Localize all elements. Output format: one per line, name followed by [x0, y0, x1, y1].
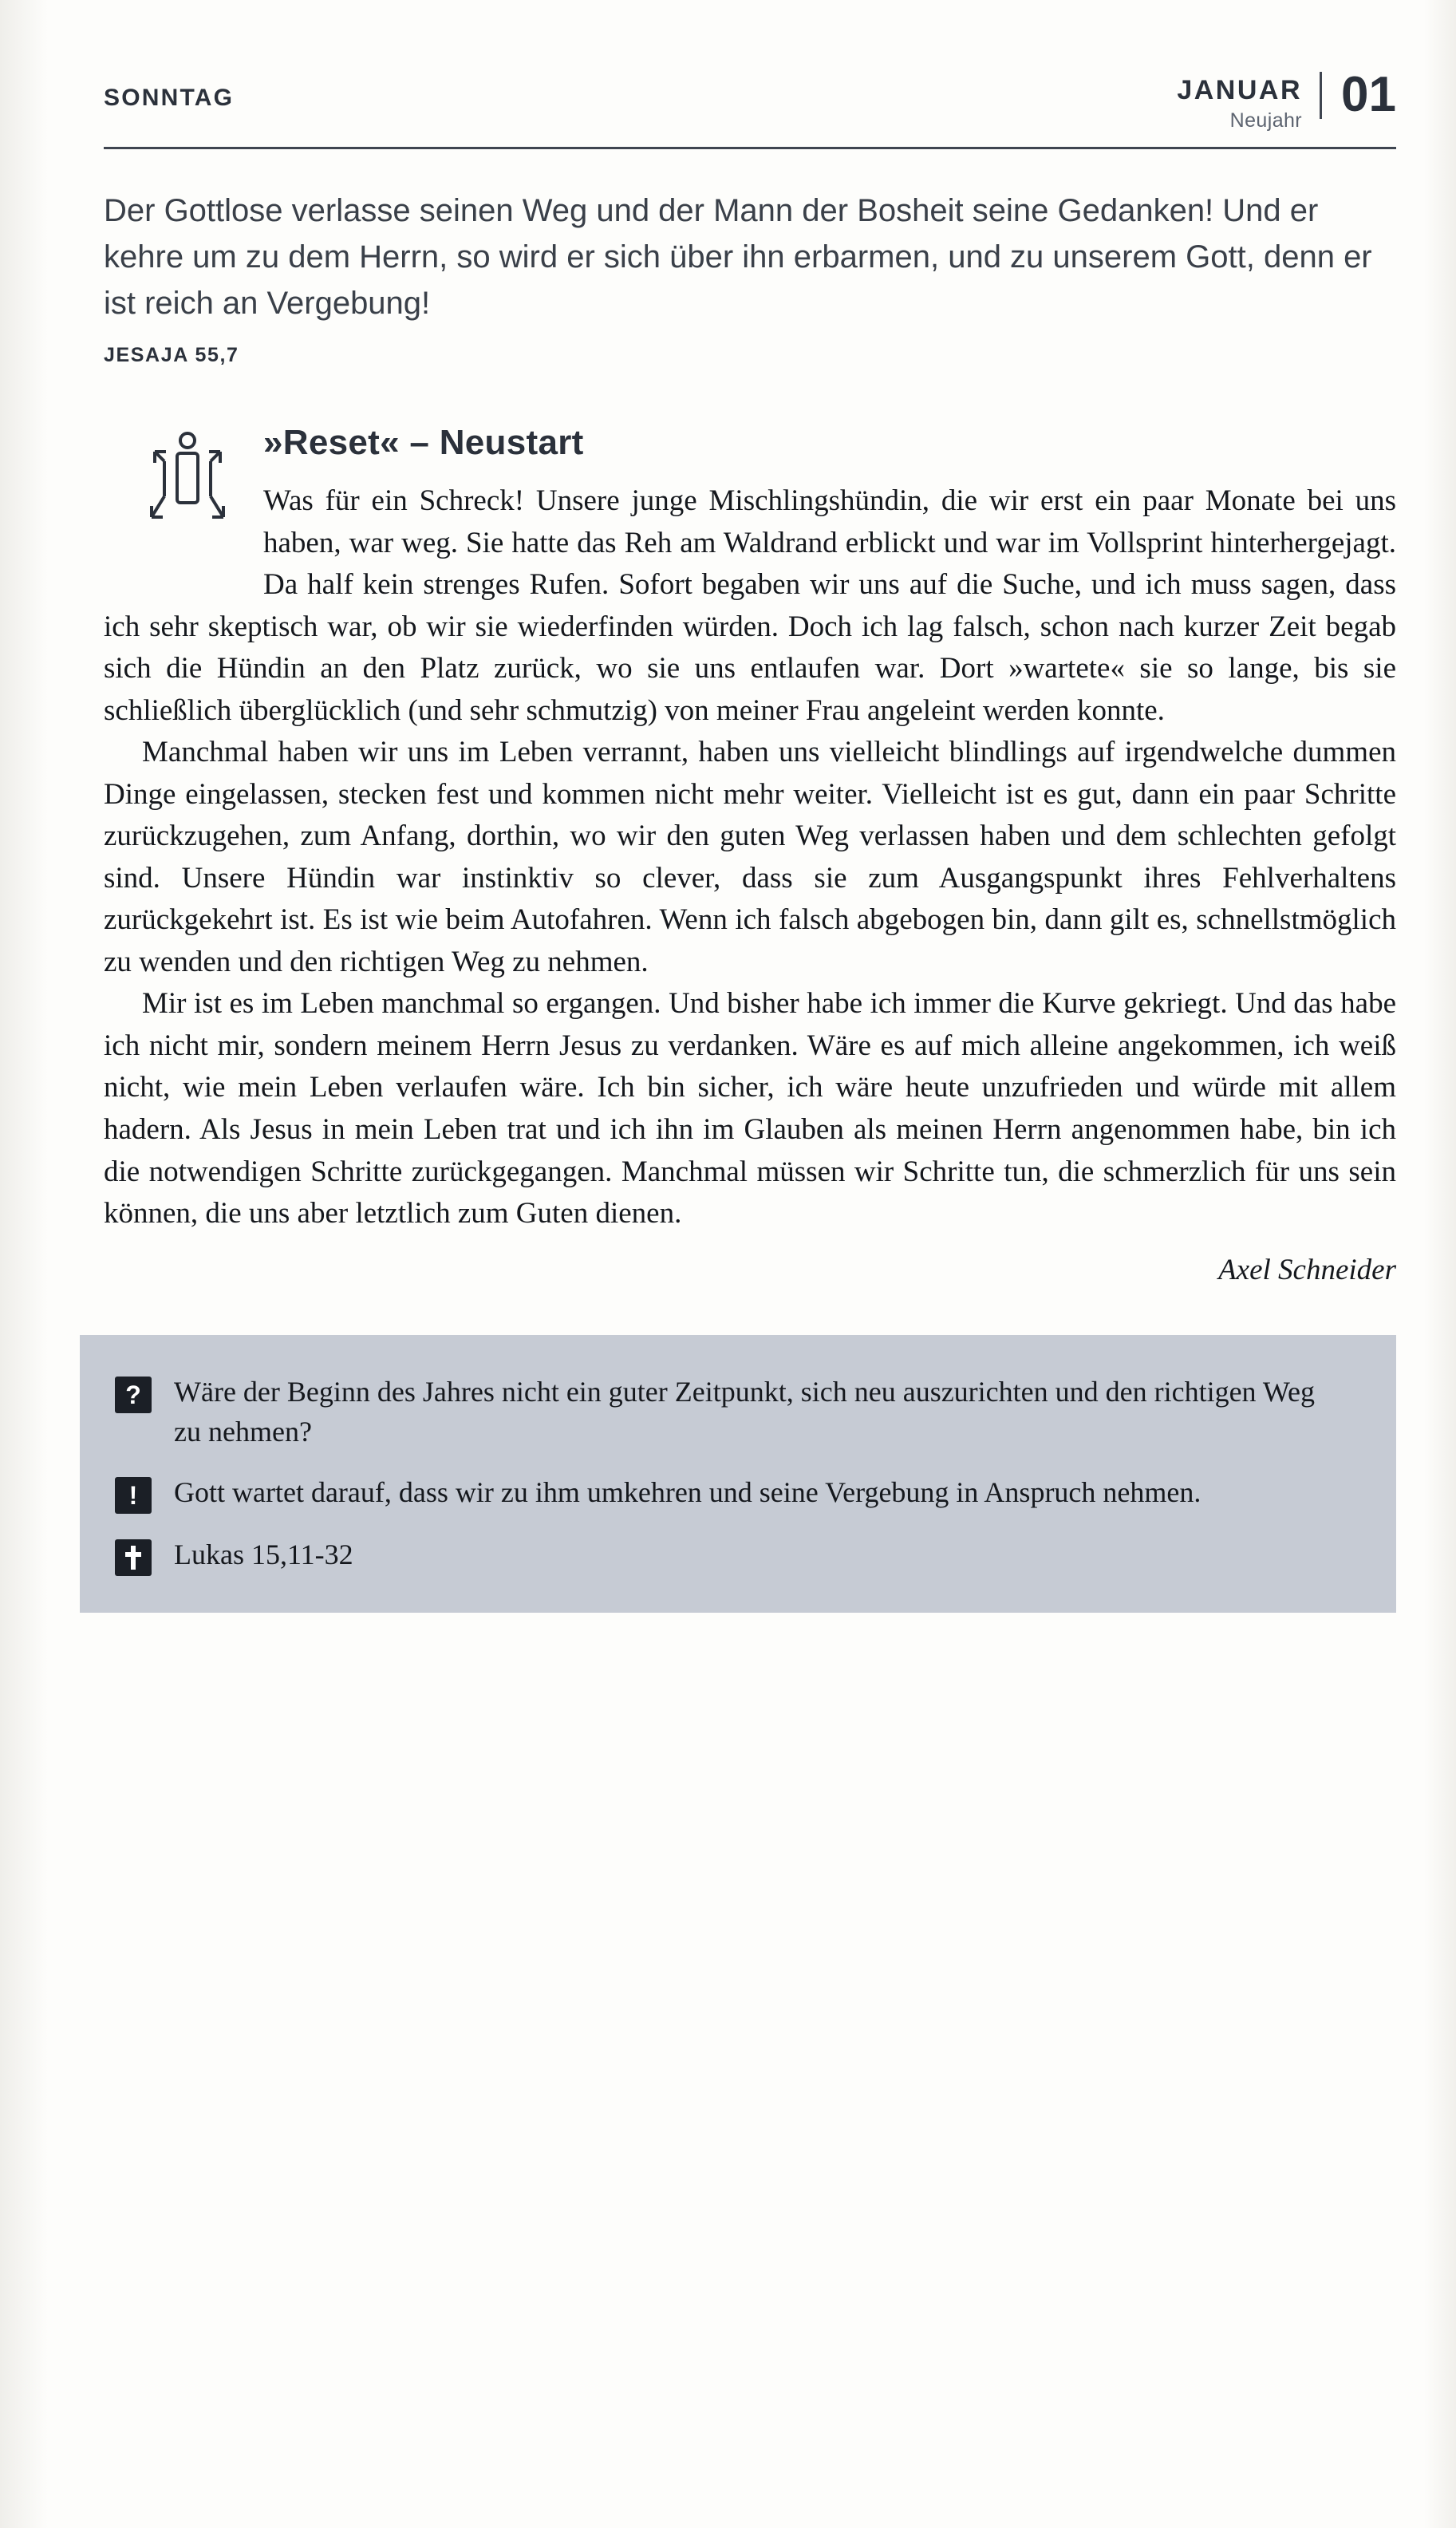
- page-content: [104, 67, 1396, 1613]
- month-label: JANUAR: [1177, 75, 1303, 105]
- month-block: [1177, 72, 1320, 132]
- article-paragraph: Mir ist es im Leben manchmal so ergangen. Und bisher habe ich immer die Kurve gekriegt. Und das habe ich nicht mir, sondern meinem Herrn Jesus zu verdanken. Wäre es auf mich alleine angekommen, ich weiß nicht, wie mein Leben verlaufen wäre. Ich bin sicher, ich wäre heute unzufrieden und würde mit allem hadern. Als Jesus in mein Leben trat und ich ihn im Glauben als meinen Herrn angenommen habe, bin ich die notwendigen Schritte zurückgegangen. Manchmal müssen wir Schritte tun, die schmerzlich für uns sein können, die uns aber letztlich zum Guten dienen.: [104, 987, 1396, 1230]
- bible-verse-text: Der Gottlose verlasse seinen Weg und der Mann der Bosheit seine Gedanken! Und er kehre um zu dem Herrn, so wird er sich über ihn erbarmen, und zu unserem Gott, denn er ist reich an Vergebung!: [104, 193, 1372, 321]
- reflection-row: [115, 1472, 1364, 1514]
- day-number: 01: [1341, 67, 1396, 122]
- reflection-box: [80, 1335, 1396, 1614]
- bible-verse-reference: JESAJA 55,7: [104, 344, 239, 366]
- weekday-label: SONNTAG: [104, 85, 235, 111]
- article-paragraph: Was für ein Schreck! Unsere junge Mischlingshündin, die wir erst ein paar Monate bei uns haben, war weg. Sie hatte das Reh am Waldrand erblickt und war im Vollsprint hinterhergejagt. Da half kein strenges Rufen. Sofort begaben wir uns auf die Suche, und ich muss sagen, dass ich sehr skeptisch war, ob wir sie wiederfinden würden. Doch ich lag falsch, schon nach kurzer Zeit begab sich die Hündin an den Platz zurück, wo sie uns entlaufen war. Dort »wartete« sie so lange, bis sie schließlich überglücklich (und sehr schmutzig) von meiner Frau angeleint werden konnte.: [104, 484, 1396, 727]
- reflection-reference: Lukas 15,11-32: [174, 1539, 353, 1571]
- article-body: [104, 480, 1396, 1235]
- reflection-row: [115, 1372, 1364, 1452]
- article-paragraph: Manchmal haben wir uns im Leben verrannt, haben uns vielleicht blindlings auf irgendwelche dummen Dinge eingelassen, stecken fest und kommen nicht mehr weiter. Vielleicht ist es gut, dann ein paar Schritte zurückzugehen, zum Anfang, dorthin, wo wir den guten Weg verlassen haben und dem schlechten gefolgt sind. Unsere Hündin war instinktiv so clever, dass sie zum Ausgangspunkt ihres Fehlverhaltens zurückgekehrt ist. Es ist wie beim Autofahren. Wenn ich falsch abgebogen bin, dann gilt es, schnellstmöglich zu wenden und den richtigen Weg zu nehmen.: [104, 736, 1396, 978]
- person-reset-icon: [128, 428, 247, 563]
- cross-badge: [115, 1539, 152, 1576]
- day-number-wrap: [1320, 67, 1396, 122]
- holiday-label: Neujahr: [1229, 109, 1303, 132]
- article-author: Axel Schneider: [1218, 1253, 1396, 1286]
- exclamation-mark-badge: !: [115, 1477, 152, 1514]
- article-title: »Reset« – Neustart: [263, 423, 584, 462]
- reflection-text: Wäre der Beginn des Jahres nicht ein guter Zeitpunkt, sich neu auszurichten und den richtigen Weg zu nehmen?: [174, 1375, 1315, 1448]
- date-block: [1177, 67, 1396, 132]
- page-header: [104, 67, 1396, 149]
- reflection-row: [115, 1535, 1364, 1576]
- article: [104, 423, 1396, 1287]
- question-mark-badge: ?: [115, 1377, 152, 1413]
- reflection-text: Gott wartet darauf, dass wir zu ihm umkehren und seine Vergebung in Anspruch nehmen.: [174, 1476, 1201, 1509]
